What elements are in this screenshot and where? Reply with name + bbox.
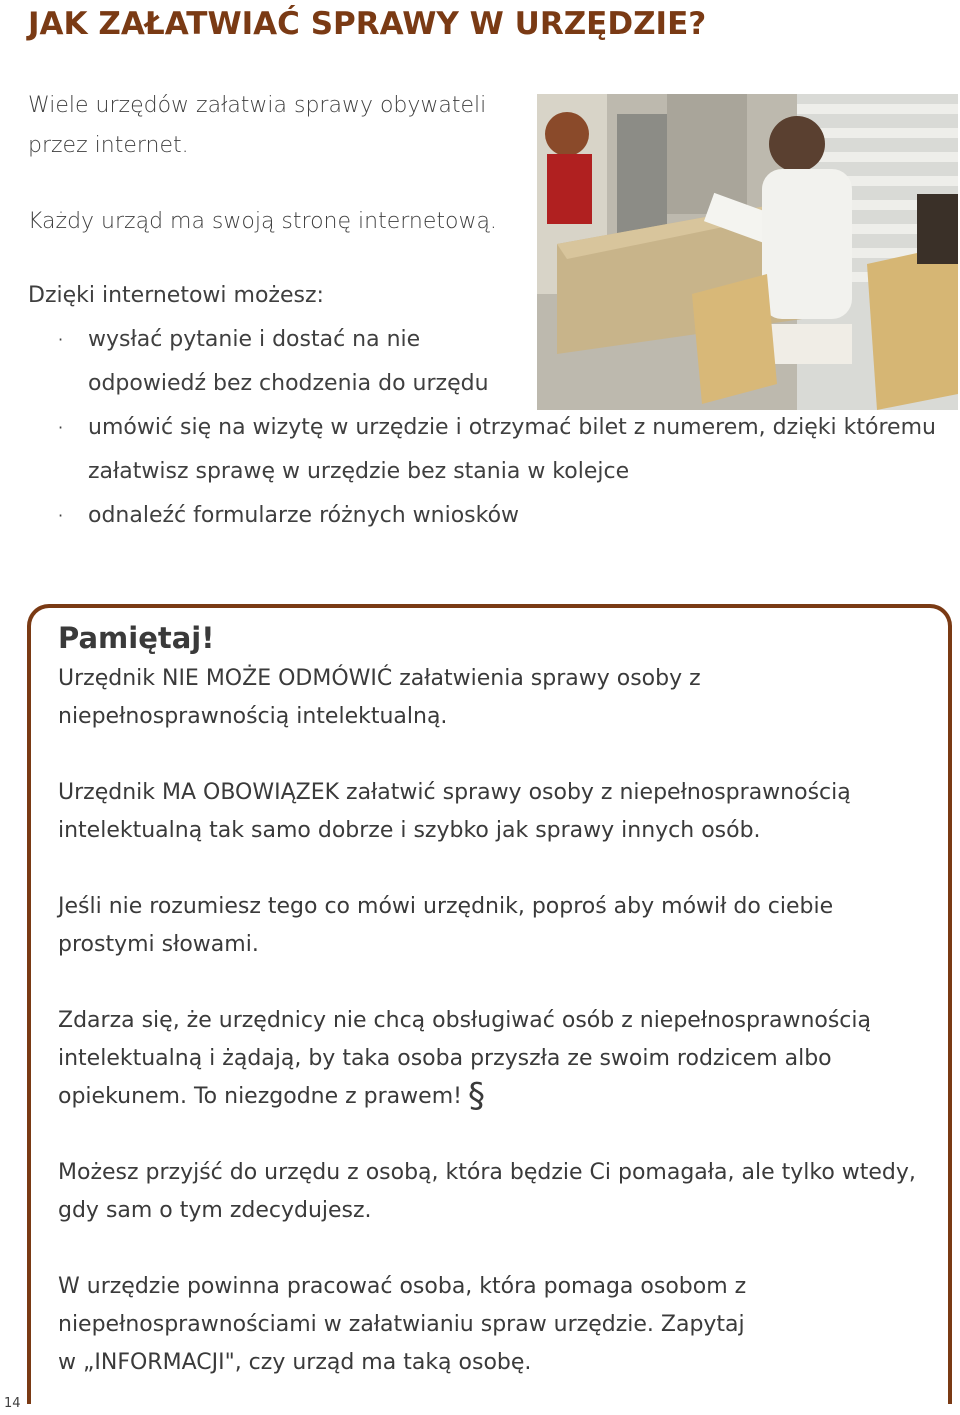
list-item bbox=[58, 494, 948, 538]
remember-paragraph: Urzędnik MA OBOWIĄZEK załatwić sprawy osoby z niepełnosprawnością intelektualną tak samo dobrze i szybko jak sprawy innych osób. bbox=[58, 780, 851, 843]
remember-paragraph: Urzędnik NIE MOŻE ODMÓWIĆ załatwienia sprawy osoby z niepełnosprawnością intelektualną. bbox=[58, 666, 701, 729]
bullet-marker: · bbox=[58, 330, 64, 349]
list-item-text: wysłać pytanie i dostać na nie odpowiedź bez chodzenia do urzędu bbox=[88, 327, 489, 396]
remember-paragraph-law bbox=[58, 1002, 898, 1116]
list-item-text: odnaleźć formularze różnych wniosków bbox=[88, 503, 520, 528]
page-number: 14 bbox=[4, 1396, 21, 1411]
benefits-list bbox=[58, 318, 948, 538]
list-item bbox=[58, 406, 936, 494]
remember-paragraph: W urzędzie powinna pracować osoba, która pomaga osobom z niepełnosprawnościami w załatwianiu spraw urzędzie. Zapytaj w „INFORMACJI", czy urząd ma taką osobę. bbox=[58, 1274, 747, 1375]
bullet-marker: · bbox=[58, 418, 64, 437]
list-item bbox=[58, 318, 508, 406]
remember-paragraph: Możesz przyjść do urzędu z osobą, która będzie Ci pomagała, ale tylko wtedy, gdy sam o tym zdecydujesz. bbox=[58, 1160, 916, 1223]
intro-line-website: Każdy urząd ma swoją stronę internetową. bbox=[28, 209, 497, 234]
remember-heading: Pamiętaj! bbox=[58, 621, 215, 655]
paragraph-law-icon: § bbox=[467, 1076, 485, 1116]
remember-paragraph: Jeśli nie rozumiesz tego co mówi urzędnik, poproś aby mówił do ciebie prostymi słowami. bbox=[58, 894, 834, 957]
benefits-lead: Dzięki internetowi możesz: bbox=[28, 283, 324, 308]
bullet-marker: · bbox=[58, 506, 64, 525]
page-title: JAK ZAŁATWIAĆ SPRAWY W URZĘDZIE? bbox=[28, 6, 707, 42]
list-item-text: umówić się na wizytę w urzędzie i otrzymać bilet z numerem, dzięki któremu załatwisz sprawę w urzędzie bez stania w kolejce bbox=[88, 415, 936, 484]
intro-line-online: Wiele urzędów załatwia sprawy obywateli przez internet. bbox=[28, 93, 487, 158]
intro-text bbox=[28, 86, 528, 242]
remember-paragraph-text: Zdarza się, że urzędnicy nie chcą obsługiwać osób z niepełnosprawnością intelektualną i żądają, by taka osoba przyszła ze swoim rodzicem albo opiekunem. To niezgodne z prawem! bbox=[58, 1008, 872, 1109]
remember-box bbox=[58, 616, 938, 1382]
